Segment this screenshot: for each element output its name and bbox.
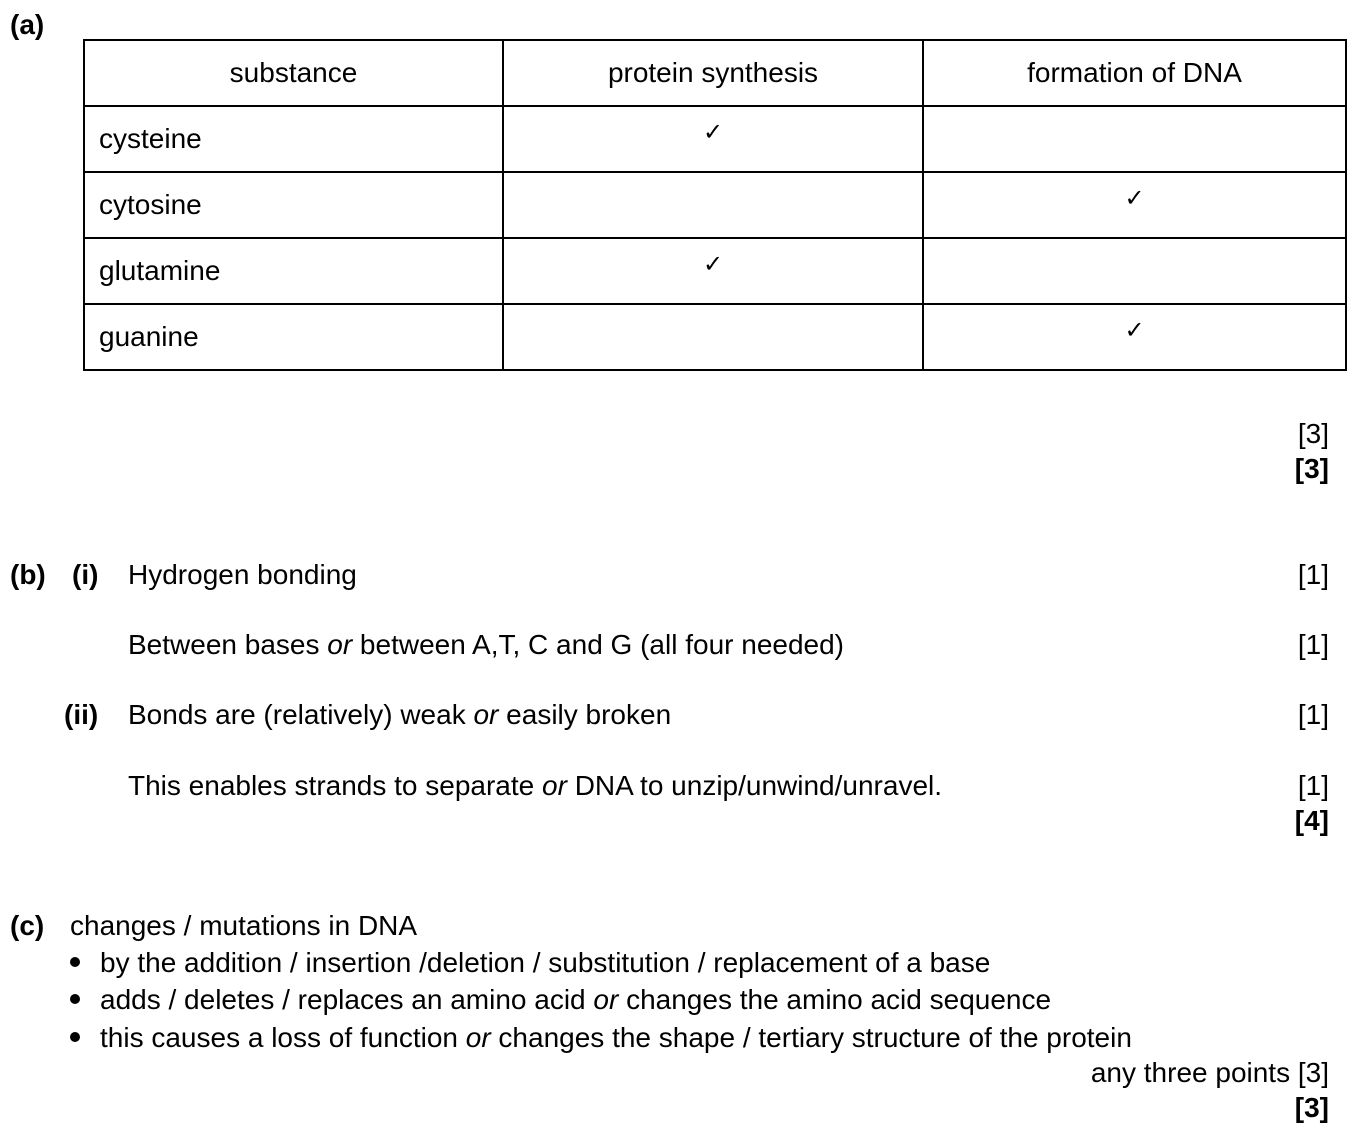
substance-cell: cytosine [84,172,503,238]
header-substance: substance [84,40,503,106]
formation-of-dna-cell [923,304,1346,370]
or-text: or [593,984,619,1015]
bullet-item [70,949,990,977]
table-row [84,304,1346,370]
bullet-icon [70,994,80,1004]
check-icon: ✓ [1124,184,1145,212]
check-icon: ✓ [1124,316,1145,344]
answer-line [128,772,942,800]
answer-line [128,631,844,659]
line-mark: [1] [1297,629,1329,660]
line-text: between A,T, C and G (all four needed) [352,629,845,660]
line-mark: [1] [1297,559,1329,590]
table-row [84,238,1346,304]
line-text: DNA to unzip/unwind/unravel. [566,770,943,801]
formation-of-dna-cell [923,238,1346,304]
line-text: This enables strands to separate [128,770,543,801]
protein-synthesis-cell [503,172,923,238]
header-formation-of-dna: formation of DNA [923,40,1346,106]
table-header-row [84,40,1346,106]
or-text: or [327,629,353,660]
answer-line [128,561,357,589]
line-text: easily broken [498,699,672,730]
line-text: Hydrogen bonding [128,559,357,590]
table-row [84,106,1346,172]
formation-of-dna-cell [923,172,1346,238]
formation-of-dna-cell [923,106,1346,172]
bullet-text: changes the amino acid sequence [618,984,1052,1015]
part-b-total: [4] [1294,805,1329,836]
substance-cell: cysteine [84,106,503,172]
bullet-icon [70,957,80,967]
protein-synthesis-cell [503,304,923,370]
protein-synthesis-cell [503,238,923,304]
bullet-text: adds / deletes / replaces an amino acid [100,984,594,1015]
line-text: Bonds are (relatively) weak [128,699,474,730]
part-a-label: (a) [10,9,45,40]
or-text: or [473,699,499,730]
substance-cell: guanine [84,304,503,370]
part-c-mark: any three points [3] [1090,1057,1329,1088]
bullet-text: changes the shape / tertiary structure of the protein [490,1022,1132,1053]
part-a-mark: [3] [1297,418,1329,449]
substance-cell: glutamine [84,238,503,304]
part-b-ii-label: (ii) [64,699,99,730]
part-c-total: [3] [1294,1092,1329,1123]
bullet-text: this causes a loss of function [100,1022,466,1053]
bullet-text: by the addition / insertion /deletion / substitution / replacement of a base [100,947,991,978]
bullet-icon [70,1032,80,1042]
part-a-total: [3] [1294,453,1329,484]
answer-table [83,39,1347,371]
line-text: Between bases [128,629,328,660]
line-mark: [1] [1297,770,1329,801]
or-text: or [465,1022,491,1053]
header-protein-synthesis: protein synthesis [503,40,923,106]
protein-synthesis-cell [503,106,923,172]
part-b-i-label: (i) [72,559,99,590]
table-row [84,172,1346,238]
bullet-item [70,1024,1132,1052]
part-b-label: (b) [10,559,46,590]
line-mark: [1] [1297,699,1329,730]
part-c-label: (c) [10,910,45,941]
check-icon: ✓ [702,250,724,278]
answer-line [128,701,671,729]
bullet-item [70,986,1051,1014]
or-text: or [542,770,567,801]
check-icon: ✓ [702,118,724,146]
part-c-intro: changes / mutations in DNA [70,910,418,941]
